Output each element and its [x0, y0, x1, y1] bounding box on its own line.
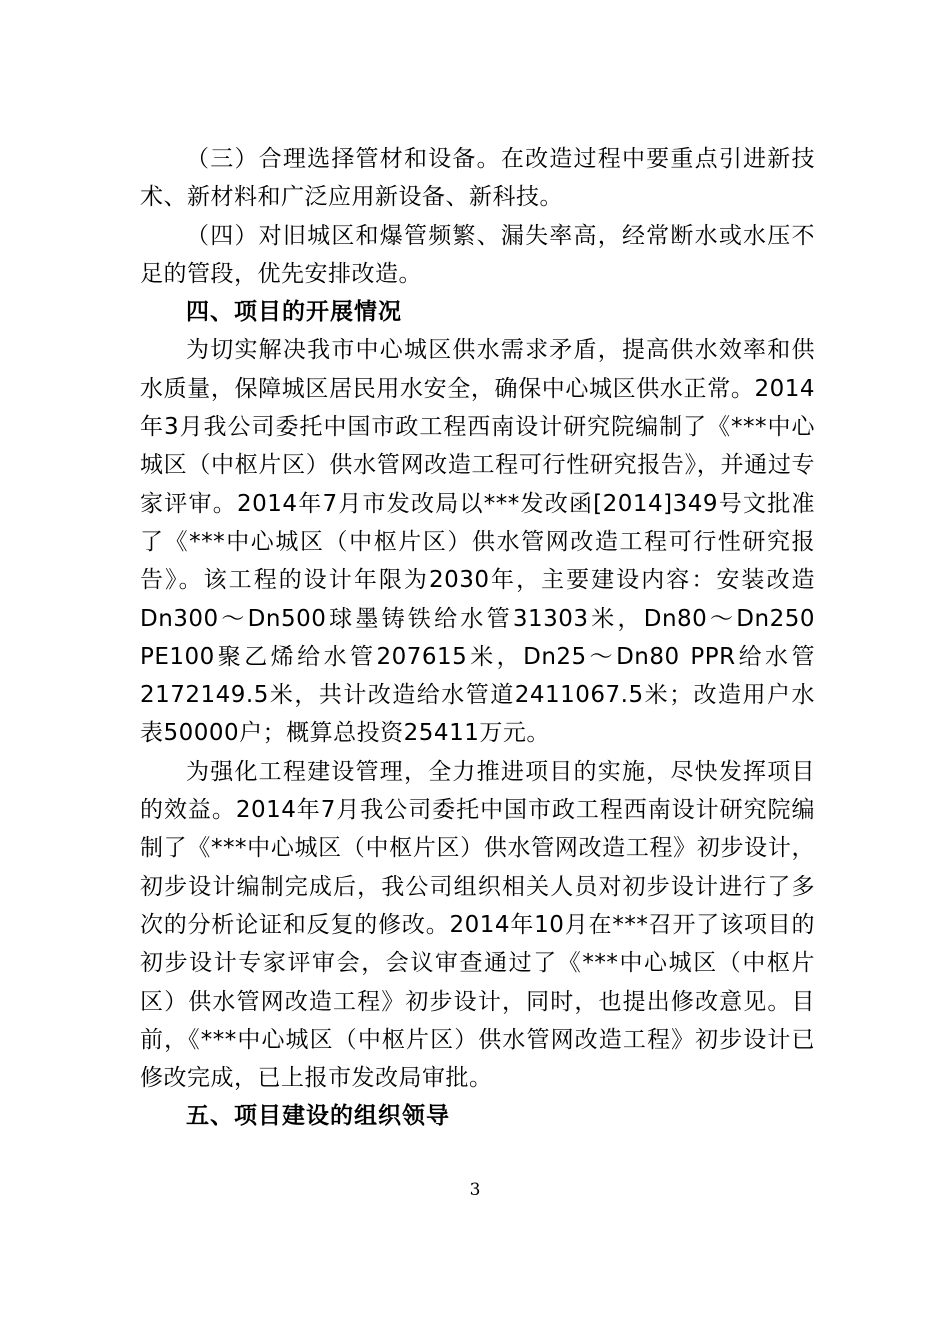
- section-heading-project-progress: 四、项目的开展情况: [186, 299, 402, 326]
- paragraph-old-district-priority: （四）对旧城区和爆管频繁、漏失率高，经常断水或水压不足的管段，优先安排改造。: [140, 222, 815, 287]
- section-heading-organization: 五、项目建设的组织领导: [186, 1103, 450, 1130]
- paragraph-feasibility-study: 为切实解决我市中心城区供水需求矛盾，提高供水效率和供水质量，保障城区居民用水安全，确保中心城区供水正常。2014年3月我公司委托中国市政工程西南设计研究院编制了《***中心城区（中枢片区）供水管网改造工程可行性研究报告》，并通过专家评审。2014年7月市发改局以***发改函[2014]349号文批准了《***中心城区（中枢片区）供水管网改造工程可行性研究报告》。该工程的设计年限为2030年，主要建设内容：安装改造Dn300～Dn500球墨铸铁给水管31303米，Dn80～Dn250 PE100聚乙烯给水管207615米，Dn25～Dn80 PPR给水管2172149.5米，共计改造给水管道2411067.5米；改造用户水表50000户；概算总投资25411万元。: [140, 337, 815, 747]
- document-body: [140, 140, 815, 1136]
- paragraph-pipe-material: （三）合理选择管材和设备。在改造过程中要重点引进新技术、新材料和广泛应用新设备、新科技。: [140, 146, 815, 211]
- page-number: 3: [469, 1180, 481, 1200]
- paragraph-preliminary-design: 为强化工程建设管理，全力推进项目的实施，尽快发挥项目的效益。2014年7月我公司委托中国市政工程西南设计研究院编制了《***中心城区（中枢片区）供水管网改造工程》初步设计，初步设计编制完成后，我公司组织相关人员对初步设计进行了多次的分析论证和反复的修改。2014年10月在***召开了该项目的初步设计专家评审会，会议审查通过了《***中心城区（中枢片区）供水管网改造工程》初步设计，同时，也提出修改意见。目前，《***中心城区（中枢片区）供水管网改造工程》初步设计已修改完成，已上报市发改局审批。: [140, 758, 815, 1092]
